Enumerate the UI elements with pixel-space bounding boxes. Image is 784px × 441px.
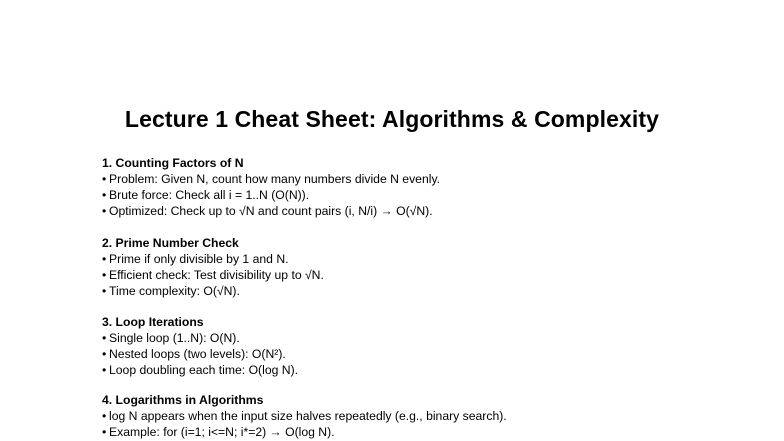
bullet-icon: • [102, 425, 107, 439]
section-heading: 2. Prime Number Check [102, 236, 239, 250]
bullet-text: Single loop (1..N): O(N). [109, 331, 240, 345]
section-loop-iterations [102, 314, 298, 378]
bullet-text: Nested loops (two levels): O(N²). [109, 347, 286, 361]
bullet-text: Time complexity: O(√N). [109, 284, 240, 298]
bullet-icon: • [102, 331, 107, 345]
bullet-item [102, 187, 440, 203]
bullet-icon: • [102, 172, 107, 186]
bullet-item [102, 251, 324, 267]
bullet-icon: • [102, 188, 107, 202]
bullet-item [102, 362, 298, 378]
bullet-icon: • [102, 252, 107, 266]
bullet-item [102, 283, 324, 299]
bullet-icon: • [102, 204, 107, 218]
bullet-item [102, 171, 440, 187]
bullet-item [102, 346, 298, 362]
bullet-text: Efficient check: Test divisibility up to √N. [109, 268, 324, 282]
bullet-text: Optimized: Check up to √N and count pairs (i, N/i) → O(√N). [109, 204, 433, 218]
section-heading: 1. Counting Factors of N [102, 156, 244, 170]
bullet-text: Loop doubling each time: O(log N). [109, 363, 299, 377]
section-prime-check [102, 235, 324, 299]
section-counting-factors [102, 155, 440, 219]
section-heading: 4. Logarithms in Algorithms [102, 393, 264, 407]
bullet-text: Problem: Given N, count how many numbers divide N evenly. [109, 172, 441, 186]
bullet-text: log N appears when the input size halves repeatedly (e.g., binary search). [109, 409, 507, 423]
bullet-item [102, 203, 440, 219]
bullet-icon: • [102, 268, 107, 282]
bullet-icon: • [102, 409, 107, 423]
bullet-icon: • [102, 347, 107, 361]
bullet-text: Prime if only divisible by 1 and N. [109, 252, 289, 266]
bullet-item [102, 424, 507, 440]
bullet-text: Brute force: Check all i = 1..N (O(N)). [109, 188, 310, 202]
section-logarithms [102, 392, 507, 440]
bullet-item [102, 408, 507, 424]
bullet-item [102, 267, 324, 283]
bullet-icon: • [102, 284, 107, 298]
bullet-item [102, 330, 298, 346]
bullet-text: Example: for (i=1; i<=N; i*=2) → O(log N). [109, 425, 335, 439]
bullet-icon: • [102, 363, 107, 377]
section-heading: 3. Loop Iterations [102, 315, 204, 329]
page-title: Lecture 1 Cheat Sheet: Algorithms & Complexity [124, 106, 660, 132]
